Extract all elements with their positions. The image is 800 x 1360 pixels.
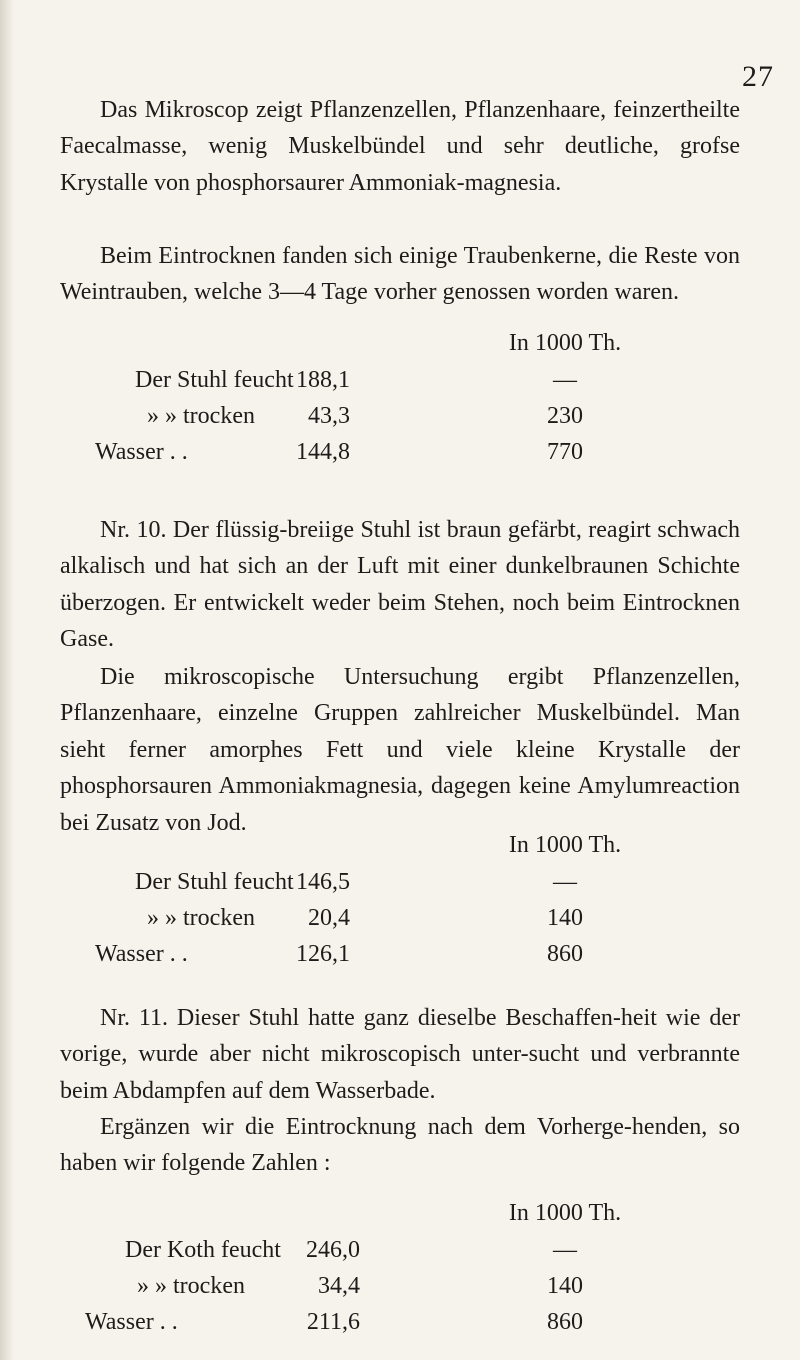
row-value: 20,4 bbox=[308, 905, 350, 931]
row-per-1000: 140 bbox=[547, 1273, 583, 1299]
page-edge bbox=[0, 0, 14, 1360]
row-per-1000: 230 bbox=[547, 403, 583, 429]
row-value: 146,5 bbox=[296, 869, 350, 895]
row-value: 144,8 bbox=[296, 439, 350, 465]
row-label: Der Stuhl feucht bbox=[135, 367, 294, 393]
paragraph-microscopic-exam: Die mikroscopische Untersuchung ergibt Pflanzenzellen, Pflanzenhaare, einzelne Gruppen zahlreicher Muskelbündel. Man sieht ferner amorphes Fett und viele kleine Krystalle der phosphorsauren Ammoniakmagnesia, dagegen keine Amylumreaction bei Zusatz von Jod. bbox=[60, 664, 740, 836]
row-label: » » trocken bbox=[147, 905, 255, 931]
row-label: Wasser . . bbox=[95, 439, 188, 465]
row-per-1000: 770 bbox=[547, 439, 583, 465]
row-value: 126,1 bbox=[296, 941, 350, 967]
table-header-per-1000: In 1000 Th. bbox=[508, 330, 622, 356]
row-per-1000: 140 bbox=[547, 905, 583, 931]
row-label: Wasser . . bbox=[85, 1309, 178, 1335]
row-label: Der Stuhl feucht bbox=[135, 869, 294, 895]
paragraph-drying: Beim Eintrocknen fanden sich einige Traubenkerne, die Reste von Weintrauben, welche 3—4 Tage vorher genossen worden waren. bbox=[60, 243, 740, 306]
row-label: Der Koth feucht bbox=[125, 1237, 281, 1263]
row-per-1000: — bbox=[553, 869, 577, 895]
paragraph-nr-11: Nr. 11. Dieser Stuhl hatte ganz dieselbe Beschaffen-heit wie der vorige, wurde aber nicht mikroscopisch unter-sucht und verbrannte beim Abdampfen auf dem Wasserbade. bbox=[60, 1005, 740, 1104]
row-per-1000: 860 bbox=[547, 1309, 583, 1335]
row-value: 188,1 bbox=[296, 367, 350, 393]
paragraph-nr-10: Nr. 10. Der flüssig-breiige Stuhl ist braun gefärbt, reagirt schwach alkalisch und hat sich an der Luft mit einer dunkelbraunen Schichte überzogen. Er entwickelt weder beim Stehen, noch beim Eintrocknen Gase. bbox=[60, 517, 740, 653]
row-per-1000: 860 bbox=[547, 941, 583, 967]
row-per-1000: — bbox=[553, 367, 577, 393]
row-label: » » trocken bbox=[137, 1273, 245, 1299]
row-label: » » trocken bbox=[147, 403, 255, 429]
table-header-per-1000: In 1000 Th. bbox=[508, 1200, 622, 1226]
paragraph-microscope: Das Mikroscop zeigt Pflanzenzellen, Pflanzenhaare, feinzertheilte Faecalmasse, wenig Muskelbündel und sehr deutliche, grofse Krystalle von phosphorsaurer Ammoniak-magnesia. bbox=[60, 97, 740, 196]
row-value: 34,4 bbox=[318, 1273, 360, 1299]
paragraph-supplement: Ergänzen wir die Eintrocknung nach dem Vorherge-henden, so haben wir folgende Zahlen : bbox=[60, 1114, 740, 1177]
row-value: 43,3 bbox=[308, 403, 350, 429]
row-per-1000: — bbox=[553, 1237, 577, 1263]
row-label: Wasser . . bbox=[95, 941, 188, 967]
page-number: 27 bbox=[742, 60, 774, 93]
row-value: 211,6 bbox=[306, 1309, 360, 1335]
row-value: 246,0 bbox=[306, 1237, 360, 1263]
table-header-per-1000: In 1000 Th. bbox=[508, 832, 622, 858]
